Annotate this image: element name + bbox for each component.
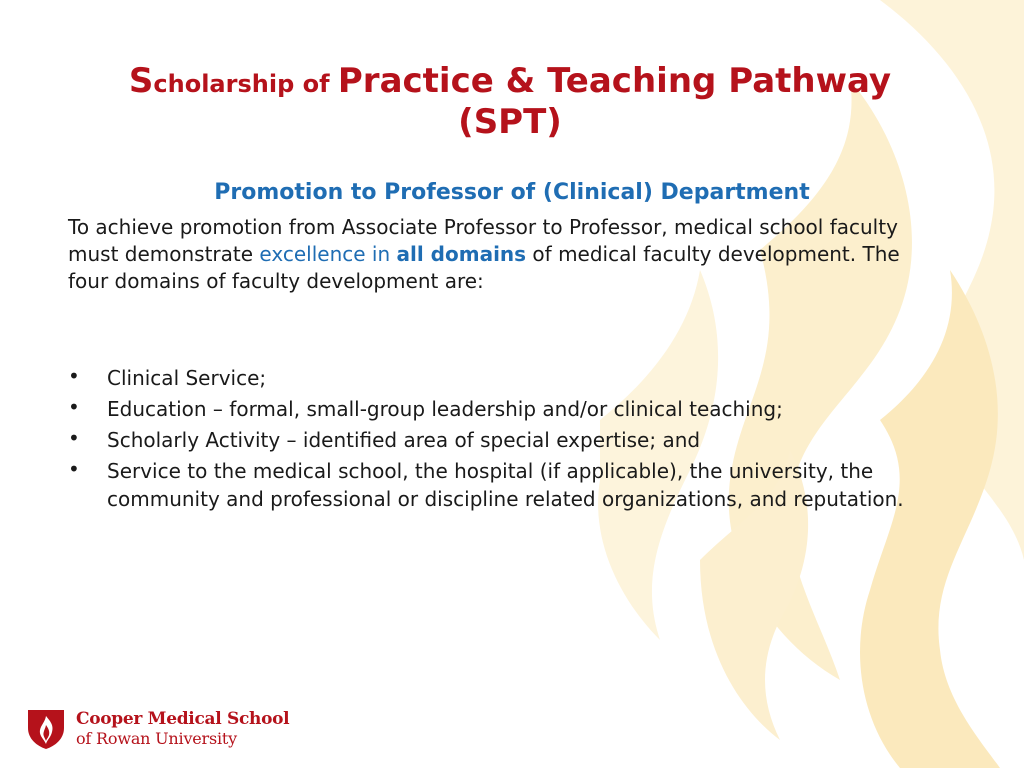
bullet-icon: • — [68, 364, 80, 388]
bullet-icon: • — [68, 395, 80, 419]
slide-subtitle: Promotion to Professor of (Clinical) Department — [214, 180, 810, 205]
intro-text-part2: of medical faculty development. The four domains of faculty development are: — [68, 242, 900, 293]
logo-line2: of Rowan University — [76, 729, 238, 748]
title-small-part: cholarship of — [153, 70, 338, 98]
intro-text-part1: To achieve promotion from Associate Professor to Professor, medical school faculty must demonstrate — [68, 215, 898, 266]
slide-title — [60, 62, 960, 141]
list-item: • Service to the medical school, the hospital (if applicable), the university, the community and professional or discipline related organizations, and reputation. — [68, 457, 904, 511]
intro-highlight-bold: all domains — [396, 242, 527, 266]
logo-line1: Cooper Medical School — [76, 709, 290, 729]
domains-list — [68, 364, 928, 516]
school-logo — [26, 708, 289, 750]
title-big-part: Practice & Teaching Pathway — [337, 61, 892, 101]
bullet-icon: • — [68, 426, 80, 450]
intro-paragraph — [68, 214, 928, 295]
list-item: • Clinical Service; — [68, 364, 267, 390]
title-cap-letter: S — [128, 61, 154, 101]
intro-highlight: excellence in — [259, 242, 397, 266]
bullet-icon: • — [68, 457, 80, 481]
shield-flame-icon — [26, 708, 66, 750]
title-line2: (SPT) — [458, 102, 562, 142]
list-item: • Scholarly Activity – identified area of special expertise; and — [68, 426, 701, 452]
list-item: • Education – formal, small-group leadership and/or clinical teaching; — [68, 395, 783, 421]
